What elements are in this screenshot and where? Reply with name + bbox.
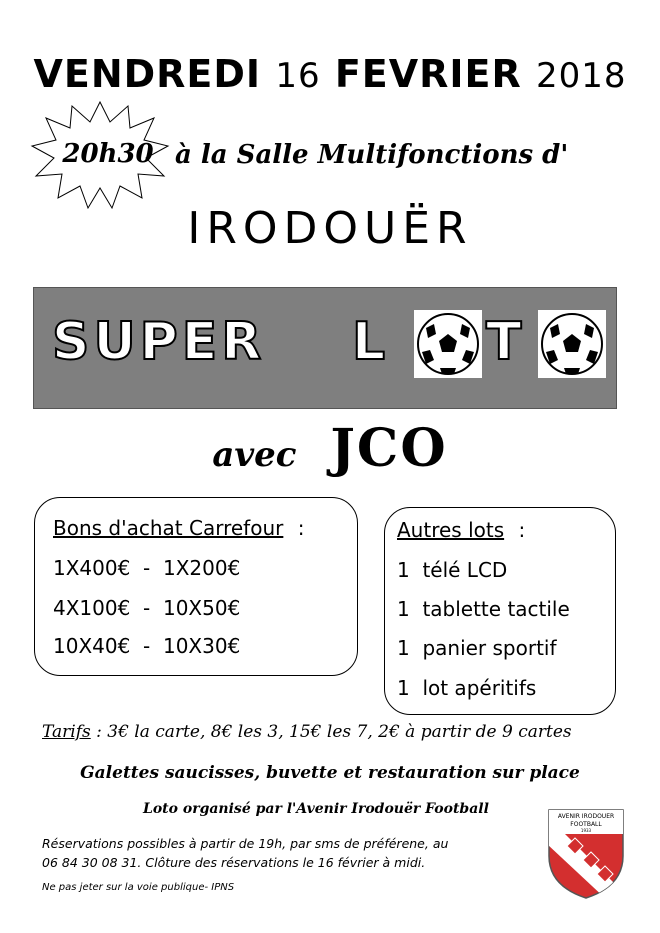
banner-loto-l: L bbox=[352, 312, 390, 372]
organiser-line: Loto organisé par l'Avenir Irodouër Football bbox=[143, 801, 489, 817]
club-name: JCO bbox=[330, 418, 448, 479]
event-date bbox=[0, 52, 660, 96]
avec-label: avec bbox=[212, 435, 297, 475]
tarifs-line bbox=[42, 722, 572, 742]
event-year: 2018 bbox=[536, 56, 627, 96]
club-logo bbox=[547, 808, 625, 900]
soccer-ball-icon bbox=[414, 310, 482, 378]
event-month: FEVRIER bbox=[334, 52, 522, 96]
autres-line: 1 lot apéritifs bbox=[397, 676, 537, 700]
event-day-number: 16 bbox=[275, 56, 321, 96]
bons-title: Bons d'achat Carrefour bbox=[53, 516, 284, 540]
event-day: VENDREDI bbox=[33, 52, 262, 96]
event-time: 20h30 bbox=[62, 139, 154, 169]
soccer-ball-icon bbox=[538, 310, 606, 378]
bons-title-row bbox=[53, 516, 304, 540]
bons-line: 1X400€ - 1X200€ bbox=[53, 556, 241, 580]
autres-title: Autres lots bbox=[397, 518, 505, 542]
avec-jco-row bbox=[0, 418, 660, 479]
reservations-line: Réservations possibles à partir de 19h, par sms de préférene, au bbox=[42, 836, 449, 851]
bons-line: 4X100€ - 10X50€ bbox=[53, 596, 241, 620]
banner-super: SUPER bbox=[52, 312, 266, 372]
bons-colon: : bbox=[297, 516, 305, 540]
autres-lots-box bbox=[384, 507, 616, 715]
ipns-notice: Ne pas jeter sur la voie publique- IPNS bbox=[42, 882, 235, 893]
super-loto-banner bbox=[33, 287, 617, 409]
autres-line: 1 télé LCD bbox=[397, 558, 508, 582]
galettes-line: Galettes saucisses, buvette et restauration sur place bbox=[80, 763, 580, 783]
autres-colon: : bbox=[518, 518, 526, 542]
time-venue-row bbox=[30, 128, 650, 188]
logo-line-2: FOOTBALL bbox=[570, 821, 602, 828]
event-town: IRODOUËR bbox=[187, 203, 473, 254]
tarifs-label: Tarifs bbox=[42, 722, 91, 742]
banner-loto-t: T bbox=[486, 312, 526, 372]
logo-line-1: AVENIR IRODOUER bbox=[557, 813, 615, 820]
autres-line: 1 panier sportif bbox=[397, 636, 557, 660]
autres-title-row bbox=[397, 518, 525, 542]
event-venue: à la Salle Multifonctions d' bbox=[175, 140, 569, 170]
tarifs-text: : 3€ la carte, 8€ les 3, 15€ les 7, 2€ à partir de 9 cartes bbox=[90, 722, 572, 742]
autres-line: 1 tablette tactile bbox=[397, 597, 570, 621]
bons-line: 10X40€ - 10X30€ bbox=[53, 634, 241, 658]
bons-achat-box bbox=[34, 497, 358, 676]
reservations-line: 06 84 30 08 31. Clôture des réservations le 16 février à midi. bbox=[42, 855, 426, 870]
logo-line-3: 1933 bbox=[580, 828, 592, 833]
